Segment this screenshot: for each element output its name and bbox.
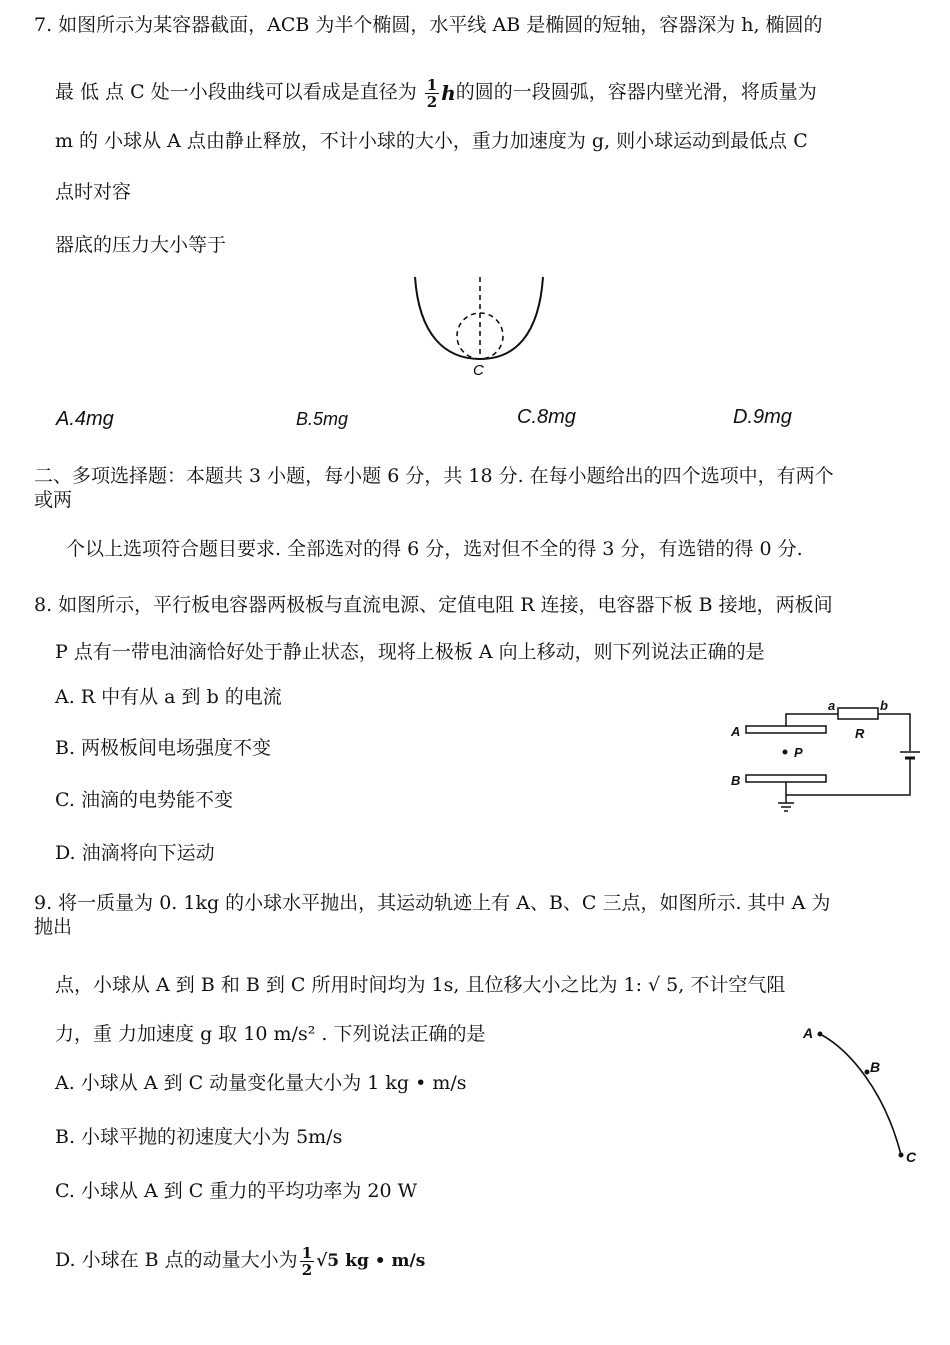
q9-option-d[interactable]: [55, 1238, 425, 1282]
q7-line-5: 器底的压力大小等于: [55, 234, 227, 256]
q9-point-a: [818, 1032, 823, 1037]
q9-option-d-sqrt: √5: [316, 1251, 340, 1271]
q8-label-b-plate: B: [731, 773, 741, 788]
q9-option-c[interactable]: C. 小球从 A 到 C 重力的平均功率为 20 W: [55, 1180, 418, 1202]
q9-label-c: C: [906, 1149, 917, 1165]
q7-option-c[interactable]: C.8mg: [517, 406, 576, 428]
section2-line-2: 或两: [34, 489, 73, 511]
q9-point-c: [899, 1153, 904, 1158]
q7-ellipse-curve: [415, 277, 543, 359]
q7-option-a[interactable]: A.4mg: [56, 408, 114, 430]
q8-option-d[interactable]: D. 油滴将向下运动: [55, 842, 215, 864]
q8-top-wire-left: [786, 714, 838, 726]
q8-circuit-figure: [728, 695, 928, 820]
q9-trajectory-curve: [820, 1034, 901, 1155]
q7-fraction: [425, 77, 439, 110]
q9-option-b[interactable]: B. 小球平抛的初速度大小为 5m/s: [55, 1126, 343, 1148]
q8-upper-plate: [746, 726, 826, 733]
q8-label-b-node: b: [880, 698, 888, 713]
q8-label-p: P: [794, 745, 803, 760]
q9-line-2: 抛出: [34, 916, 73, 938]
q7-option-b[interactable]: B.5mg: [296, 409, 349, 429]
q8-oil-drop: [783, 750, 788, 755]
q9-option-d-numerator: 1: [301, 1243, 313, 1262]
q7-line-1: 7. 如图所示为某容器截面，ACB 为半个椭圆，水平线 AB 是椭圆的短轴，容器深为 h, 椭圆的: [34, 14, 823, 36]
q7-fraction-numerator: 1: [426, 75, 438, 94]
q7-line-3: m 的 小球从 A 点由静止释放，不计小球的大小，重力加速度为 g, 则小球运动到最低点 C: [55, 130, 808, 152]
q8-lower-plate: [746, 775, 826, 782]
q7-container-figure: [405, 275, 565, 385]
q7-fraction-denominator: 2: [426, 92, 438, 111]
q9-line-3: 点，小球从 A 到 B 和 B 到 C 所用时间均为 1s, 且位移大小之比为 1: √ 5, 不计空气阻: [55, 974, 786, 996]
q8-option-b[interactable]: B. 两极板间电场强度不变: [55, 737, 272, 759]
q7-fraction-variable: h: [441, 81, 456, 105]
q9-option-d-unit: kg • m/s: [345, 1251, 426, 1271]
section2-line-3: 个以上选项符合题目要求. 全部选对的得 6 分，选对但不全的得 3 分，有选错的得 0 分.: [66, 538, 803, 560]
q7-label-c: C: [473, 362, 484, 379]
q8-top-wire-right: [878, 714, 910, 751]
q8-option-c[interactable]: C. 油滴的电势能不变: [55, 789, 233, 811]
q9-option-d-prefix: D. 小球在 B 点的动量大小为: [55, 1249, 298, 1271]
q9-option-d-denominator: 2: [301, 1260, 313, 1279]
q7-option-d[interactable]: D.9mg: [733, 406, 792, 428]
section2-line-1: 二、多项选择题：本题共 3 小题，每小题 6 分，共 18 分. 在每小题给出的四个选项中，有两个: [34, 465, 834, 487]
q9-line-1: 9. 将一质量为 0. 1kg 的小球水平抛出，其运动轨迹上有 A、B、C 三点，如图所示. 其中 A 为: [34, 892, 831, 914]
q8-line-2: P 点有一带电油滴恰好处于静止状态，现将上极板 A 向上移动，则下列说法正确的是: [55, 641, 765, 663]
q9-line-4: 力，重 力加速度 g 取 10 m/s² . 下列说法正确的是: [55, 1023, 486, 1045]
q9-option-d-fraction: [300, 1245, 314, 1278]
q7-line-2-start: 最 低 点 C 处一小段曲线可以看成是直径为: [55, 81, 417, 103]
q9-trajectory-figure: [800, 1022, 925, 1167]
q9-label-b: B: [870, 1059, 881, 1075]
q9-label-a: A: [803, 1025, 814, 1041]
q8-option-a[interactable]: A. R 中有从 a 到 b 的电流: [55, 686, 282, 708]
q9-point-b: [865, 1070, 870, 1075]
q7-line-2: [55, 74, 817, 110]
q7-line-2-end: 的圆的一段圆弧，容器内壁光滑，将质量为: [455, 81, 817, 103]
q8-resistor: [838, 708, 878, 719]
q8-label-r: R: [855, 726, 865, 741]
q9-option-a[interactable]: A. 小球从 A 到 C 动量变化量大小为 1 kg • m/s: [55, 1072, 467, 1094]
q7-line-4: 点时对容: [55, 181, 132, 203]
q8-label-a-node: a: [828, 698, 836, 713]
q8-line-1: 8. 如图所示，平行板电容器两极板与直流电源、定值电阻 R 连接，电容器下板 B 接地，两板间: [34, 594, 833, 616]
q8-label-a-plate: A: [731, 724, 741, 739]
